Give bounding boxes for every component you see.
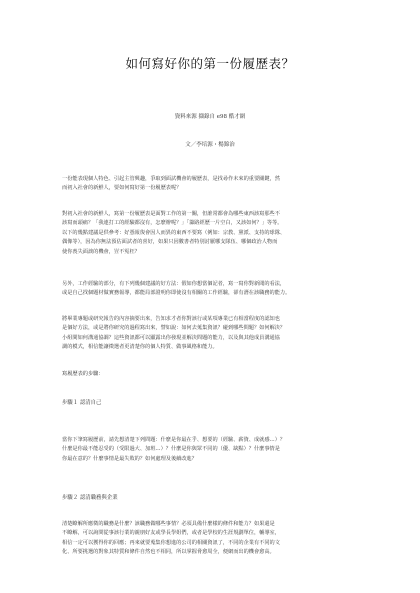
article-source: 資料來源 擷錄自 e98 酷才網: [174, 114, 246, 120]
paragraph-line: 將畢業專題或研究報告的內容摘要出來，告知求才者你對該行或某項專業已有相當程度的認知也: [62, 316, 280, 322]
paragraph-line: 以下的幾點建議是供參考：好憑報復會因人而異的東西不要寫（例如：宗教、黨派、支持的球隊、: [62, 229, 286, 236]
paragraph-line: 小組間如何溝通協調？這些資訊都可以顯露出你發現並解決問題的能力，以及與其他成員溝通協: [62, 334, 280, 341]
step-2-body: [62, 520, 358, 558]
step-2-heading: 步驟２ 認清職務與企業: [62, 495, 118, 501]
paragraph-intro: [62, 175, 358, 194]
paragraph-line: 你最在意的？什麼事情是最失敗的？如何處理及後續改進？: [62, 455, 197, 462]
paragraph-line: 而初入社會的新鮮人，要如何寫好第一份履歷表呢？: [62, 185, 182, 192]
paragraph-line: 對初入社會的新鮮人，寫第一份履歷表是面對工作的第一關，但誰常都會為哪些東西該寫那些不: [62, 211, 280, 217]
paragraph-line: 化、所要挑選的對象其特質和條件自然也不相同，所以掌握脅愈周全，便網而出的機會愈高。: [62, 549, 275, 556]
paragraph-line: 一份能表現個人特色、引起主管興趣，爭取到面試機會的履歷表，是找尋作未來的重要關鍵，然: [62, 176, 280, 182]
step-1-heading: 步驟１ 認清自己: [62, 400, 102, 406]
article-title: 如何寫好你的第一份履歷表？: [125, 56, 295, 71]
paragraph-line: 當你下筆寫履歷前，請先想清楚下列問題：什麼是你最在乎、想要的（經驗、薪資、成就感…）？: [62, 437, 286, 443]
paragraph-line: 不瞭解，可以詢問從事該行業的親朋好友或學長學姐們，或者是學校的生涯規劃單位，輔導室，: [62, 530, 280, 537]
paragraph-steps-intro: [62, 370, 358, 379]
paragraph-line: 相信一定可以獲得你的回應；再來就要蒐集你想進的公司的相關資訊了，不同的企業有不同的文: [62, 539, 280, 546]
paragraph-line: 該寫而頭痛？「我連打工的經驗都沒有，怎麼辦呢？」「籌路經歷一片空白，又該如何？」等等。: [62, 220, 283, 227]
paragraph-line: 寫履歷表的步驟：: [62, 371, 104, 377]
paragraph-line: 清楚瞭解所應徵的職務是什麼？該職務做哪些事情？必須具備什麼樣的條件和能力？如果還是: [62, 521, 275, 527]
paragraph-line: 什麼是你最不能忍受的（受限過大、加班…）？什麼是你與眾不同的（優、缺點）？什麼事情是: [62, 446, 280, 453]
paragraph-research: [62, 315, 358, 353]
article-author: 文／李培源・楊錦治: [185, 142, 235, 148]
paragraph-experience: [62, 280, 358, 299]
step-1-body: [62, 436, 358, 464]
paragraph-line: 另外，工作經驗的部分，有下列幾個建議的好方法：假如你想當個記者，寫一寫你對新聞的看法，: [62, 281, 286, 287]
paragraph-line: 是個好方法，或是將你研究的過程寫出來，譬如說：如何去蒐集資訊？碰到哪些問題？如何解決？: [62, 325, 286, 332]
paragraph-advice: [62, 210, 358, 257]
paragraph-line: 使你喪失面談的機會，豈不冤枉？: [62, 248, 140, 255]
paragraph-line: 偶像等），因為你無法預估面試者的喜好，如果只因數書者特別討厭哪支隊伍、哪個政治人物而: [62, 239, 278, 246]
paragraph-line: 或是自己找個題材做實務報導，都能局部證明你即使沒有相關的工作經驗，卻有潛在該職務的能力。: [62, 290, 291, 297]
paragraph-line: 調的模式，相信能讓徵選者更清楚你的個人特質、做事風格和能力。: [62, 344, 218, 351]
